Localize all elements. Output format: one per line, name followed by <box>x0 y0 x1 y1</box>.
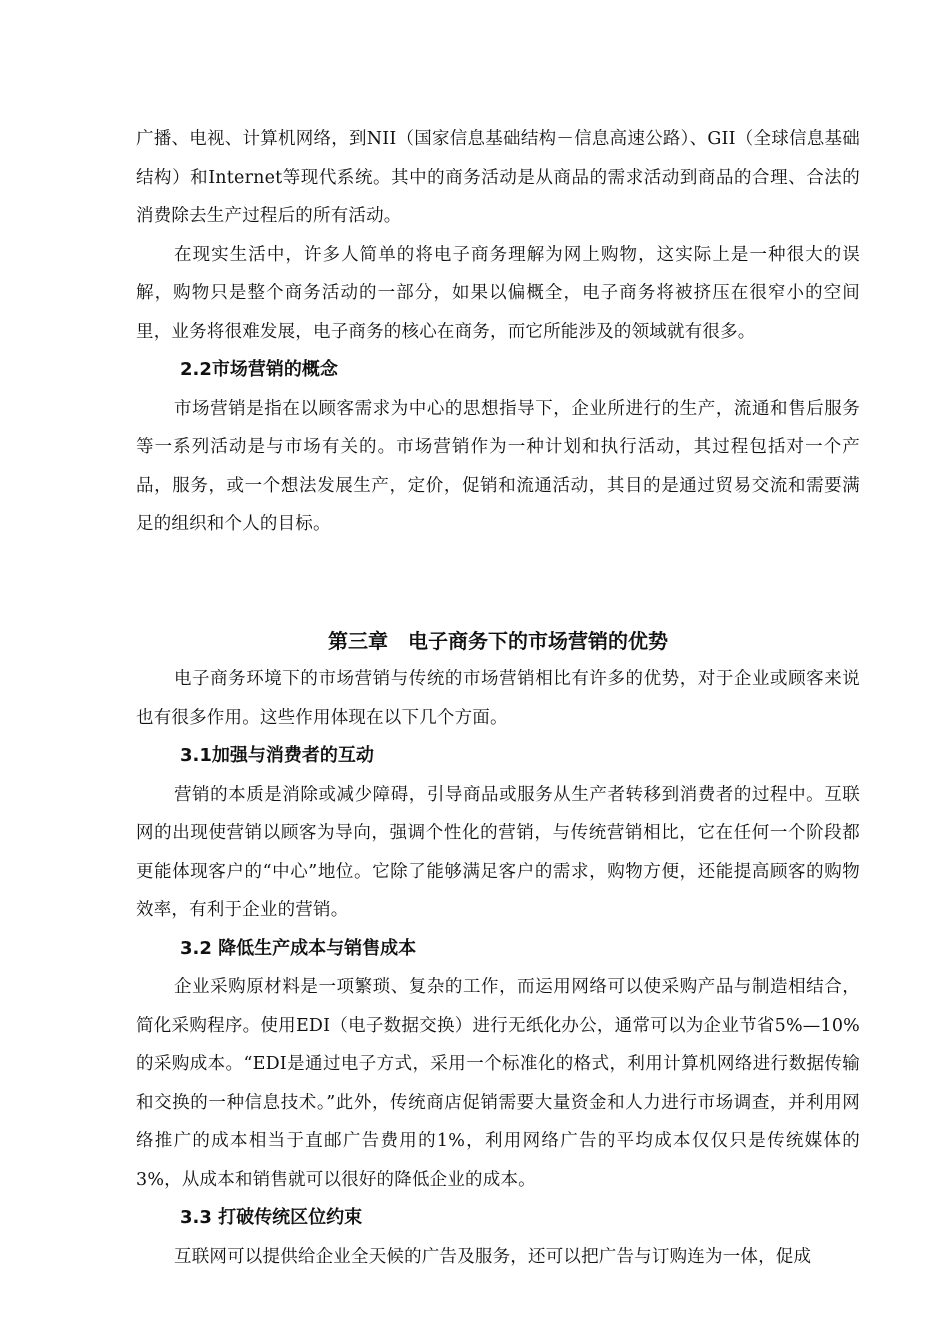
chapter-gap <box>136 544 860 622</box>
paragraph-cost-reduction: 企业采购原材料是一项繁琐、复杂的工作，而运用网络可以使采购产品与制造相结合，简化采购程序。使用EDI（电子数据交换）进行无纸化办公，通常可以为企业节省5%—10%的采购成本。“EDI是通过电子方式，采用一个标准化的格式，利用计算机网络进行数据传输和交换的一种信息技术。”此外，传统商店促销需要大量资金和人力进行市场调查，并利用网络推广的成本相当于直邮广告费用的1%，利用网络广告的平均成本仅仅只是传统媒体的3%，从成本和销售就可以很好的降低企业的成本。 <box>136 977 860 1190</box>
section-heading-3-1: 3.1加强与消费者的互动 <box>180 745 374 766</box>
section-heading-2-2: 2.2市场营销的概念 <box>180 359 338 380</box>
paragraph-chapter-intro: 电子商务环境下的市场营销与传统的市场营销相比有许多的优势，对于企业或顾客来说也有很多作用。这些作用体现在以下几个方面。 <box>136 669 860 728</box>
chapter-title: 第三章 电子商务下的市场营销的优势 <box>328 628 668 653</box>
paragraph-location-constraints: 互联网可以提供给企业全天候的广告及服务，还可以把广告与订购连为一体，促成 <box>174 1246 812 1267</box>
section-heading-3-3: 3.3 打破传统区位约束 <box>180 1207 363 1228</box>
paragraph-ecommerce-misconception: 在现实生活中，许多人简单的将电子商务理解为网上购物，这实际上是一种很大的误解，购物只是整个商务活动的一部分，如果以偏概全，电子商务将被挤压在很窄小的空间里，业务将很难发展，电子商务的核心在商务，而它所能涉及的领域就有很多。 <box>136 244 860 342</box>
paragraph-marketing-concept: 市场营销是指在以顾客需求为中心的思想指导下，企业所进行的生产，流通和售后服务等一系列活动是与市场有关的。市场营销作为一种计划和执行活动，其过程包括对一个产品，服务，或一个想法发展生产，定价，促销和流通活动，其目的是通过贸易交流和需要满足的组织和个人的目标。 <box>136 398 860 534</box>
paragraph-ecommerce-systems: 广播、电视、计算机网络，到NII（国家信息基础结构－信息高速公路）、GII（全球信息基础结构）和Internet等现代系统。其中的商务活动是从商品的需求活动到商品的合理、合法的消费除去生产过程后的所有活动。 <box>136 129 860 226</box>
section-heading-3-2: 3.2 降低生产成本与销售成本 <box>180 937 417 959</box>
document-page <box>136 120 860 1276</box>
paragraph-consumer-interaction: 营销的本质是消除或减少障碍，引导商品或服务从生产者转移到消费者的过程中。互联网的出现使营销以顾客为导向，强调个性化的营销，与传统营销相比，它在任何一个阶段都更能体现客户的“中心”地位。它除了能够满足客户的需求，购物方便，还能提高顾客的购物效率，有利于企业的营销。 <box>136 784 860 920</box>
